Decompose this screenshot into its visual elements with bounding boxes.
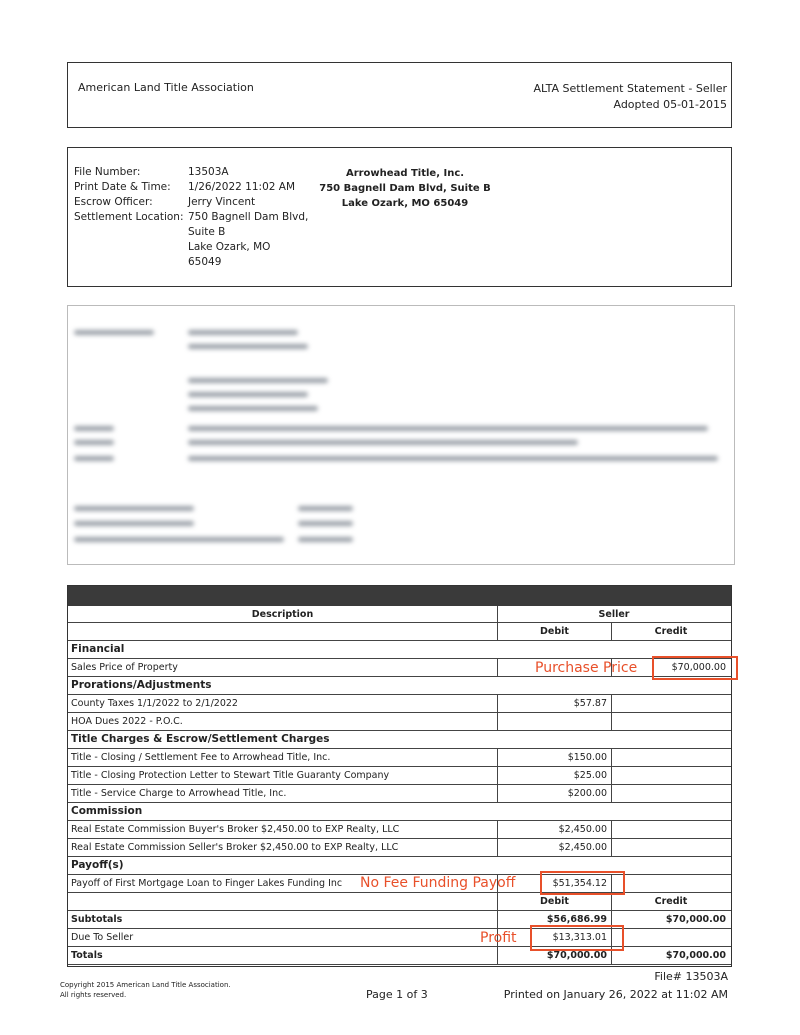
redacted-line xyxy=(298,537,353,542)
row-credit xyxy=(612,695,730,712)
row-description: Commission xyxy=(71,805,143,817)
table-row xyxy=(68,821,731,839)
redacted-line xyxy=(298,521,353,526)
row-description: Sales Price of Property xyxy=(68,659,498,676)
row-credit xyxy=(612,821,730,838)
redacted-line xyxy=(74,537,284,542)
row-description: Totals xyxy=(68,947,498,964)
row-description: HOA Dues 2022 - P.O.C. xyxy=(68,713,498,730)
statement-title-line2: Adopted 05-01-2015 xyxy=(613,98,727,111)
statement-title-line1: ALTA Settlement Statement - Seller xyxy=(533,82,727,95)
section-row xyxy=(68,731,731,749)
redacted-line xyxy=(188,392,308,397)
table-row xyxy=(68,839,731,857)
redacted-line xyxy=(188,440,578,445)
section-row xyxy=(68,857,731,875)
total-row xyxy=(68,947,731,965)
row-description: Payoff of First Mortgage Loan to Finger Lakes Funding Inc xyxy=(68,875,498,892)
company-address2: Lake Ozark, MO 65049 xyxy=(341,198,469,209)
redacted-line xyxy=(74,521,194,526)
file-number-label: File Number: xyxy=(74,166,141,178)
escrow-officer-label: Escrow Officer: xyxy=(74,196,153,208)
escrow-officer-value: Jerry Vincent xyxy=(188,196,256,208)
row-credit xyxy=(612,713,730,730)
settlement-location-line1: 750 Bagnell Dam Blvd, xyxy=(188,211,309,223)
redacted-line xyxy=(298,506,353,511)
table-header-row xyxy=(68,606,731,623)
row-debit: $150.00 xyxy=(498,749,612,766)
table-row xyxy=(68,767,731,785)
copyright-line2: All rights reserved. xyxy=(60,991,127,999)
footer-file-number: File# 13503A xyxy=(654,970,728,983)
section-row xyxy=(68,641,731,659)
row-credit xyxy=(612,929,730,946)
row-debit: $56,686.99 xyxy=(498,911,612,928)
row-credit xyxy=(612,839,730,856)
row-debit: Debit xyxy=(498,893,612,910)
company-name: Arrowhead Title, Inc. xyxy=(345,168,465,179)
subheader-row xyxy=(68,893,731,911)
redacted-line xyxy=(188,456,718,461)
row-debit: $57.87 xyxy=(498,695,612,712)
row-description: Due To Seller xyxy=(68,929,498,946)
redacted-line xyxy=(188,426,708,431)
purchase-price-annotation: Purchase Price xyxy=(535,660,638,676)
section-row xyxy=(68,803,731,821)
table-row xyxy=(68,929,731,947)
credit-header: Credit xyxy=(654,626,688,637)
debit-header: Debit xyxy=(498,623,612,640)
row-credit xyxy=(612,767,730,784)
row-description: Title - Closing / Settlement Fee to Arrowhead Title, Inc. xyxy=(68,749,498,766)
row-debit xyxy=(498,713,612,730)
redacted-line xyxy=(74,330,154,335)
association-name: American Land Title Association xyxy=(78,81,254,94)
redacted-line xyxy=(188,378,328,383)
row-description: Payoff(s) xyxy=(71,859,124,871)
payoff-highlight xyxy=(540,871,625,895)
settlement-location-label: Settlement Location: xyxy=(74,211,184,223)
redacted-line xyxy=(74,440,114,445)
profit-highlight xyxy=(530,925,624,951)
row-credit xyxy=(612,875,730,892)
redacted-line xyxy=(188,406,318,411)
row-description xyxy=(68,893,498,910)
row-debit: $200.00 xyxy=(498,785,612,802)
row-description: Title Charges & Escrow/Settlement Charges xyxy=(71,733,330,745)
print-date-label: Print Date & Time: xyxy=(74,181,171,193)
redacted-line xyxy=(74,456,114,461)
seller-header: Seller xyxy=(598,609,630,620)
row-description: Real Estate Commission Seller's Broker $2,450.00 to EXP Realty, LLC xyxy=(68,839,498,856)
row-description: Real Estate Commission Buyer's Broker $2,450.00 to EXP Realty, LLC xyxy=(68,821,498,838)
copyright xyxy=(60,980,231,1000)
redacted-line xyxy=(74,426,114,431)
row-description: County Taxes 1/1/2022 to 2/1/2022 xyxy=(68,695,498,712)
redacted-line xyxy=(188,330,298,335)
row-debit: $70,000.00 xyxy=(498,947,612,964)
row-credit: $70,000.00 xyxy=(665,914,726,925)
row-credit: $70,000.00 xyxy=(671,662,726,673)
row-description: Prorations/Adjustments xyxy=(71,679,212,691)
row-credit xyxy=(612,749,730,766)
page-number: Page 1 of 3 xyxy=(366,988,428,1001)
company-address1: 750 Bagnell Dam Blvd, Suite B xyxy=(319,183,491,194)
settlement-location-line3: Lake Ozark, MO xyxy=(188,241,271,253)
table-subheader-row xyxy=(68,623,731,641)
row-debit: $2,450.00 xyxy=(498,839,612,856)
table-row xyxy=(68,749,731,767)
redacted-property-info xyxy=(67,305,735,565)
section-row xyxy=(68,677,731,695)
row-description: Subtotals xyxy=(68,911,498,928)
company-block xyxy=(305,166,505,211)
row-debit: $13,313.01 xyxy=(498,929,612,946)
row-description: Title - Service Charge to Arrowhead Title, Inc. xyxy=(68,785,498,802)
redacted-line xyxy=(188,344,308,349)
settlement-location-line4: 65049 xyxy=(188,256,222,268)
row-description: Financial xyxy=(71,643,125,655)
profit-annotation: Profit xyxy=(480,930,517,946)
document-header xyxy=(67,62,732,128)
row-description: Title - Closing Protection Letter to Stewart Title Guaranty Company xyxy=(68,767,498,784)
print-date-value: 1/26/2022 11:02 AM xyxy=(188,181,296,193)
row-debit: $25.00 xyxy=(498,767,612,784)
table-row xyxy=(68,785,731,803)
purchase-price-highlight xyxy=(652,656,738,680)
redacted-line xyxy=(74,506,194,511)
row-credit: $70,000.00 xyxy=(665,950,726,961)
printed-timestamp: Printed on January 26, 2022 at 11:02 AM xyxy=(503,988,728,1001)
copyright-line1: Copyright 2015 American Land Title Association. xyxy=(60,981,231,989)
table-row xyxy=(68,695,731,713)
settlement-table xyxy=(67,585,732,967)
description-header: Description xyxy=(68,606,498,622)
settlement-location-line2: Suite B xyxy=(188,226,226,238)
file-info-box xyxy=(67,147,732,287)
total-row xyxy=(68,911,731,929)
table-row xyxy=(68,713,731,731)
table-top-bar xyxy=(68,586,731,606)
file-number-value: 13503A xyxy=(188,166,229,178)
blank-cell xyxy=(68,623,498,640)
payoff-annotation: No Fee Funding Payoff xyxy=(360,875,516,891)
row-debit: $2,450.00 xyxy=(498,821,612,838)
row-credit: Credit xyxy=(654,896,688,907)
statement-title xyxy=(534,81,728,113)
row-credit xyxy=(612,785,730,802)
row-debit: $51,354.12 xyxy=(498,875,612,892)
